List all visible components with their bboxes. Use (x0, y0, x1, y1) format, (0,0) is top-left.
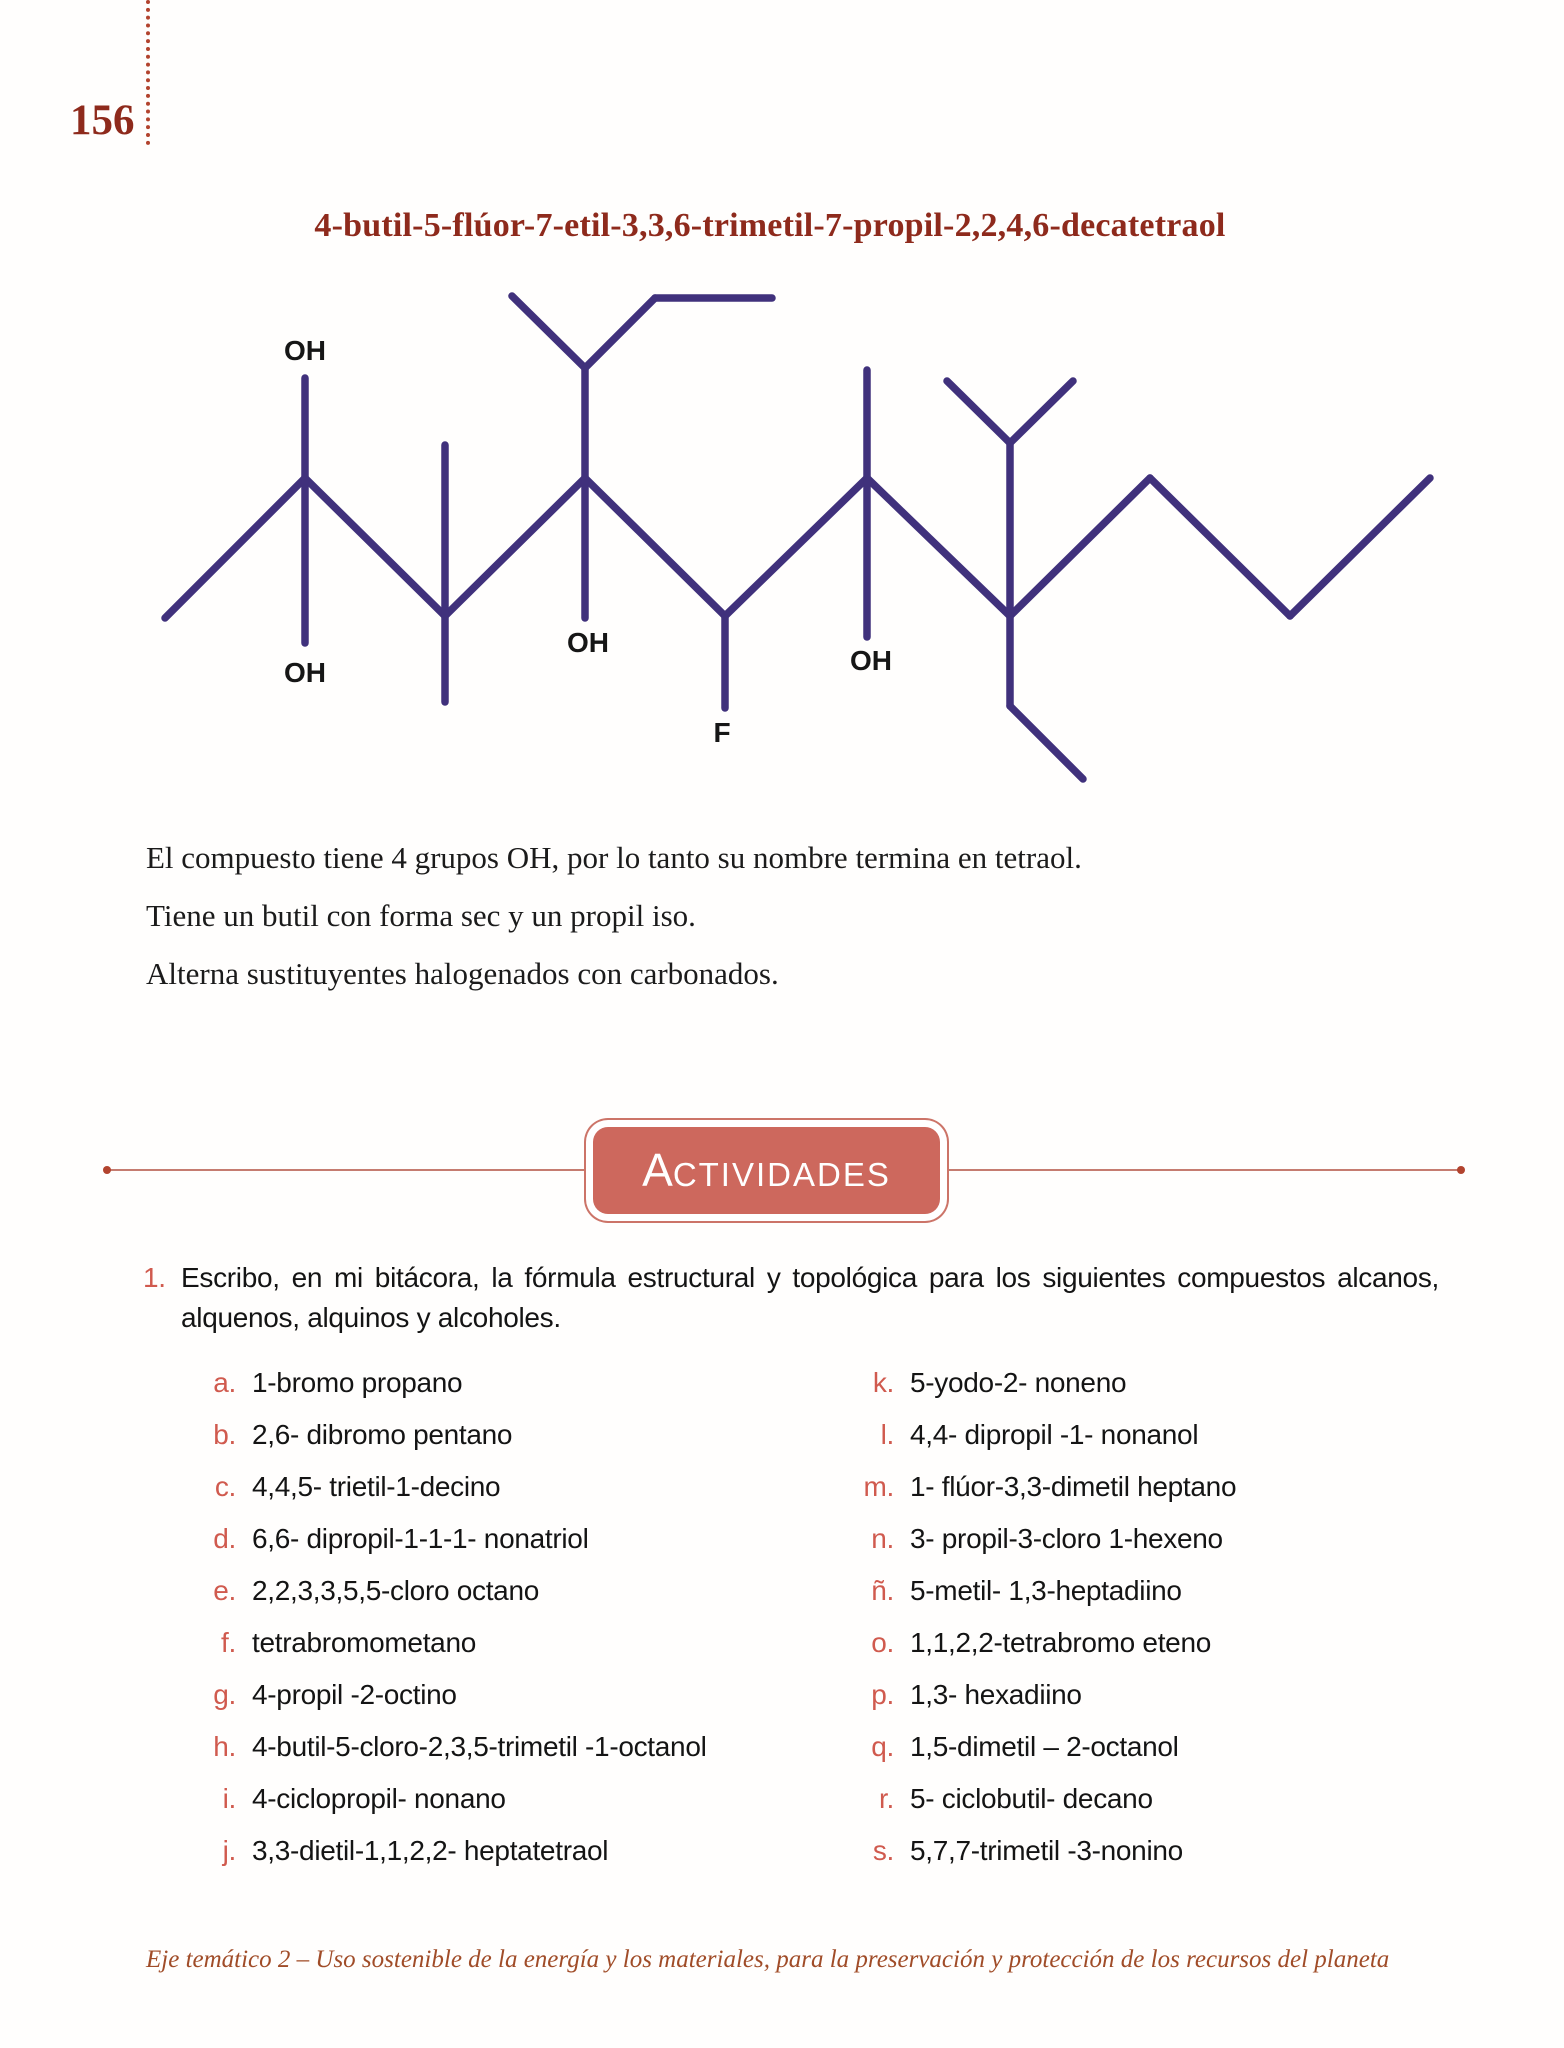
fluorine-label: F (713, 717, 731, 748)
molecule-bond (1010, 478, 1150, 616)
item-text: tetrabromometano (252, 1627, 476, 1658)
item-text: 4-ciclopropil- nonano (252, 1783, 506, 1814)
item-text: 1- flúor-3,3-dimetil heptano (910, 1471, 1237, 1502)
item-letter: l. (880, 1419, 894, 1450)
molecule-bond (725, 478, 867, 616)
hydroxyl-label: OH (284, 657, 326, 688)
list-item (180, 1784, 840, 1813)
item-text: 1,3- hexadiino (910, 1679, 1082, 1710)
item-letter: b. (213, 1419, 236, 1450)
item-letter: ñ. (871, 1575, 894, 1606)
note-line: Tiene un butil con forma sec y un propil iso. (146, 898, 696, 933)
compound-list-left (180, 1368, 840, 1888)
item-text: 4-propil -2-octino (252, 1679, 457, 1710)
list-item (838, 1628, 1498, 1657)
molecule-bond (585, 478, 725, 616)
item-letter: p. (871, 1679, 894, 1710)
item-letter: m. (863, 1471, 894, 1502)
molecule-bond (1010, 381, 1073, 443)
page-number: 156 (70, 97, 135, 144)
molecule-bond (1150, 478, 1290, 616)
item-letter: g. (213, 1679, 236, 1710)
list-item (838, 1368, 1498, 1397)
note-line: Alterna sustituyentes halogenados con carbonados. (146, 956, 779, 991)
molecule-bond (947, 381, 1010, 443)
molecule-bond (445, 478, 585, 616)
item-text: 2,2,3,3,5,5-cloro octano (252, 1575, 539, 1606)
item-text: 1-bromo propano (252, 1367, 463, 1398)
list-item (180, 1836, 840, 1865)
item-text: 1,5-dimetil – 2-octanol (910, 1731, 1179, 1762)
item-letter: e. (213, 1575, 236, 1606)
item-text: 5- ciclobutil- decano (910, 1783, 1153, 1814)
item-text: 5,7,7-trimetil -3-nonino (910, 1835, 1183, 1866)
list-item (838, 1732, 1498, 1761)
item-text: 3- propil-3-cloro 1-hexeno (910, 1523, 1223, 1554)
list-item (180, 1680, 840, 1709)
list-item (838, 1680, 1498, 1709)
item-text: 4,4- dipropil -1- nonanol (910, 1419, 1199, 1450)
list-item (838, 1524, 1498, 1553)
molecule-bond (512, 296, 585, 368)
item-text: 5-yodo-2- noneno (910, 1367, 1127, 1398)
compound-list-right (838, 1368, 1498, 1888)
list-item (838, 1784, 1498, 1813)
item-letter: s. (872, 1835, 894, 1866)
item-text: 6,6- dipropil-1-1-1- nonatriol (252, 1523, 589, 1554)
item-letter: d. (213, 1523, 236, 1554)
item-letter: c. (214, 1471, 236, 1502)
list-item (180, 1420, 840, 1449)
molecule-bond (1010, 706, 1083, 779)
list-item (180, 1576, 840, 1605)
list-item (838, 1472, 1498, 1501)
molecule-bond (165, 478, 305, 618)
item-letter: a. (213, 1367, 236, 1398)
item-text: 3,3-dietil-1,1,2,2- heptatetraol (252, 1835, 609, 1866)
footer-theme-line: Eje temático 2 – Uso sostenible de la energía y los materiales, para la preservación y protección de los recursos del planeta (146, 1946, 1390, 1973)
item-text: 2,6- dibromo pentano (252, 1419, 513, 1450)
margin-dotted-line (146, 0, 150, 145)
exercise-instruction (143, 1258, 1439, 1338)
item-letter: h. (213, 1731, 236, 1762)
compound-title: 4-butil-5-flúor-7-etil-3,3,6-trimetil-7-propil-2,2,4,6-decatetraol (314, 206, 1226, 244)
hydroxyl-label: OH (567, 627, 609, 658)
activities-badge (593, 1127, 940, 1214)
list-item (180, 1368, 840, 1397)
item-letter: n. (871, 1523, 894, 1554)
list-item (838, 1576, 1498, 1605)
hydroxyl-label: OH (850, 645, 892, 676)
list-item (180, 1732, 840, 1761)
compound-notes (146, 842, 1406, 1016)
item-letter: f. (221, 1627, 236, 1658)
molecule-bond (867, 478, 1010, 616)
list-item (838, 1420, 1498, 1449)
exercise-number: 1. (143, 1262, 166, 1293)
item-letter: i. (222, 1783, 236, 1814)
item-text: 4,4,5- trietil-1-decino (252, 1471, 501, 1502)
list-item (180, 1628, 840, 1657)
note-line: El compuesto tiene 4 grupos OH, por lo tanto su nombre termina en tetraol. (146, 840, 1082, 875)
hydroxyl-label: OH (284, 335, 326, 366)
item-letter: k. (872, 1367, 894, 1398)
list-item (180, 1472, 840, 1501)
item-text: 1,1,2,2-tetrabromo eteno (910, 1627, 1211, 1658)
item-letter: r. (879, 1783, 894, 1814)
item-text: 5-metil- 1,3-heptadiino (910, 1575, 1182, 1606)
item-text: 4-butil-5-cloro-2,3,5-trimetil -1-octanol (252, 1731, 707, 1762)
molecule-structure (0, 260, 1564, 800)
item-letter: o. (871, 1627, 894, 1658)
molecule-bond (585, 298, 655, 368)
item-letter: j. (222, 1835, 236, 1866)
activities-badge-label (642, 1144, 891, 1196)
molecule-bond (1290, 478, 1430, 616)
item-letter: q. (871, 1731, 894, 1762)
badge-rest: CTIVIDADES (672, 1156, 891, 1193)
list-item (180, 1524, 840, 1553)
badge-initial: A (642, 1144, 673, 1196)
exercise-text: Escribo, en mi bitácora, la fórmula estructural y topológica para los siguientes compuestos alcanos, alquenos, alquinos y alcoholes. (181, 1262, 1439, 1333)
molecule-bond (305, 478, 445, 616)
list-item (838, 1836, 1498, 1865)
